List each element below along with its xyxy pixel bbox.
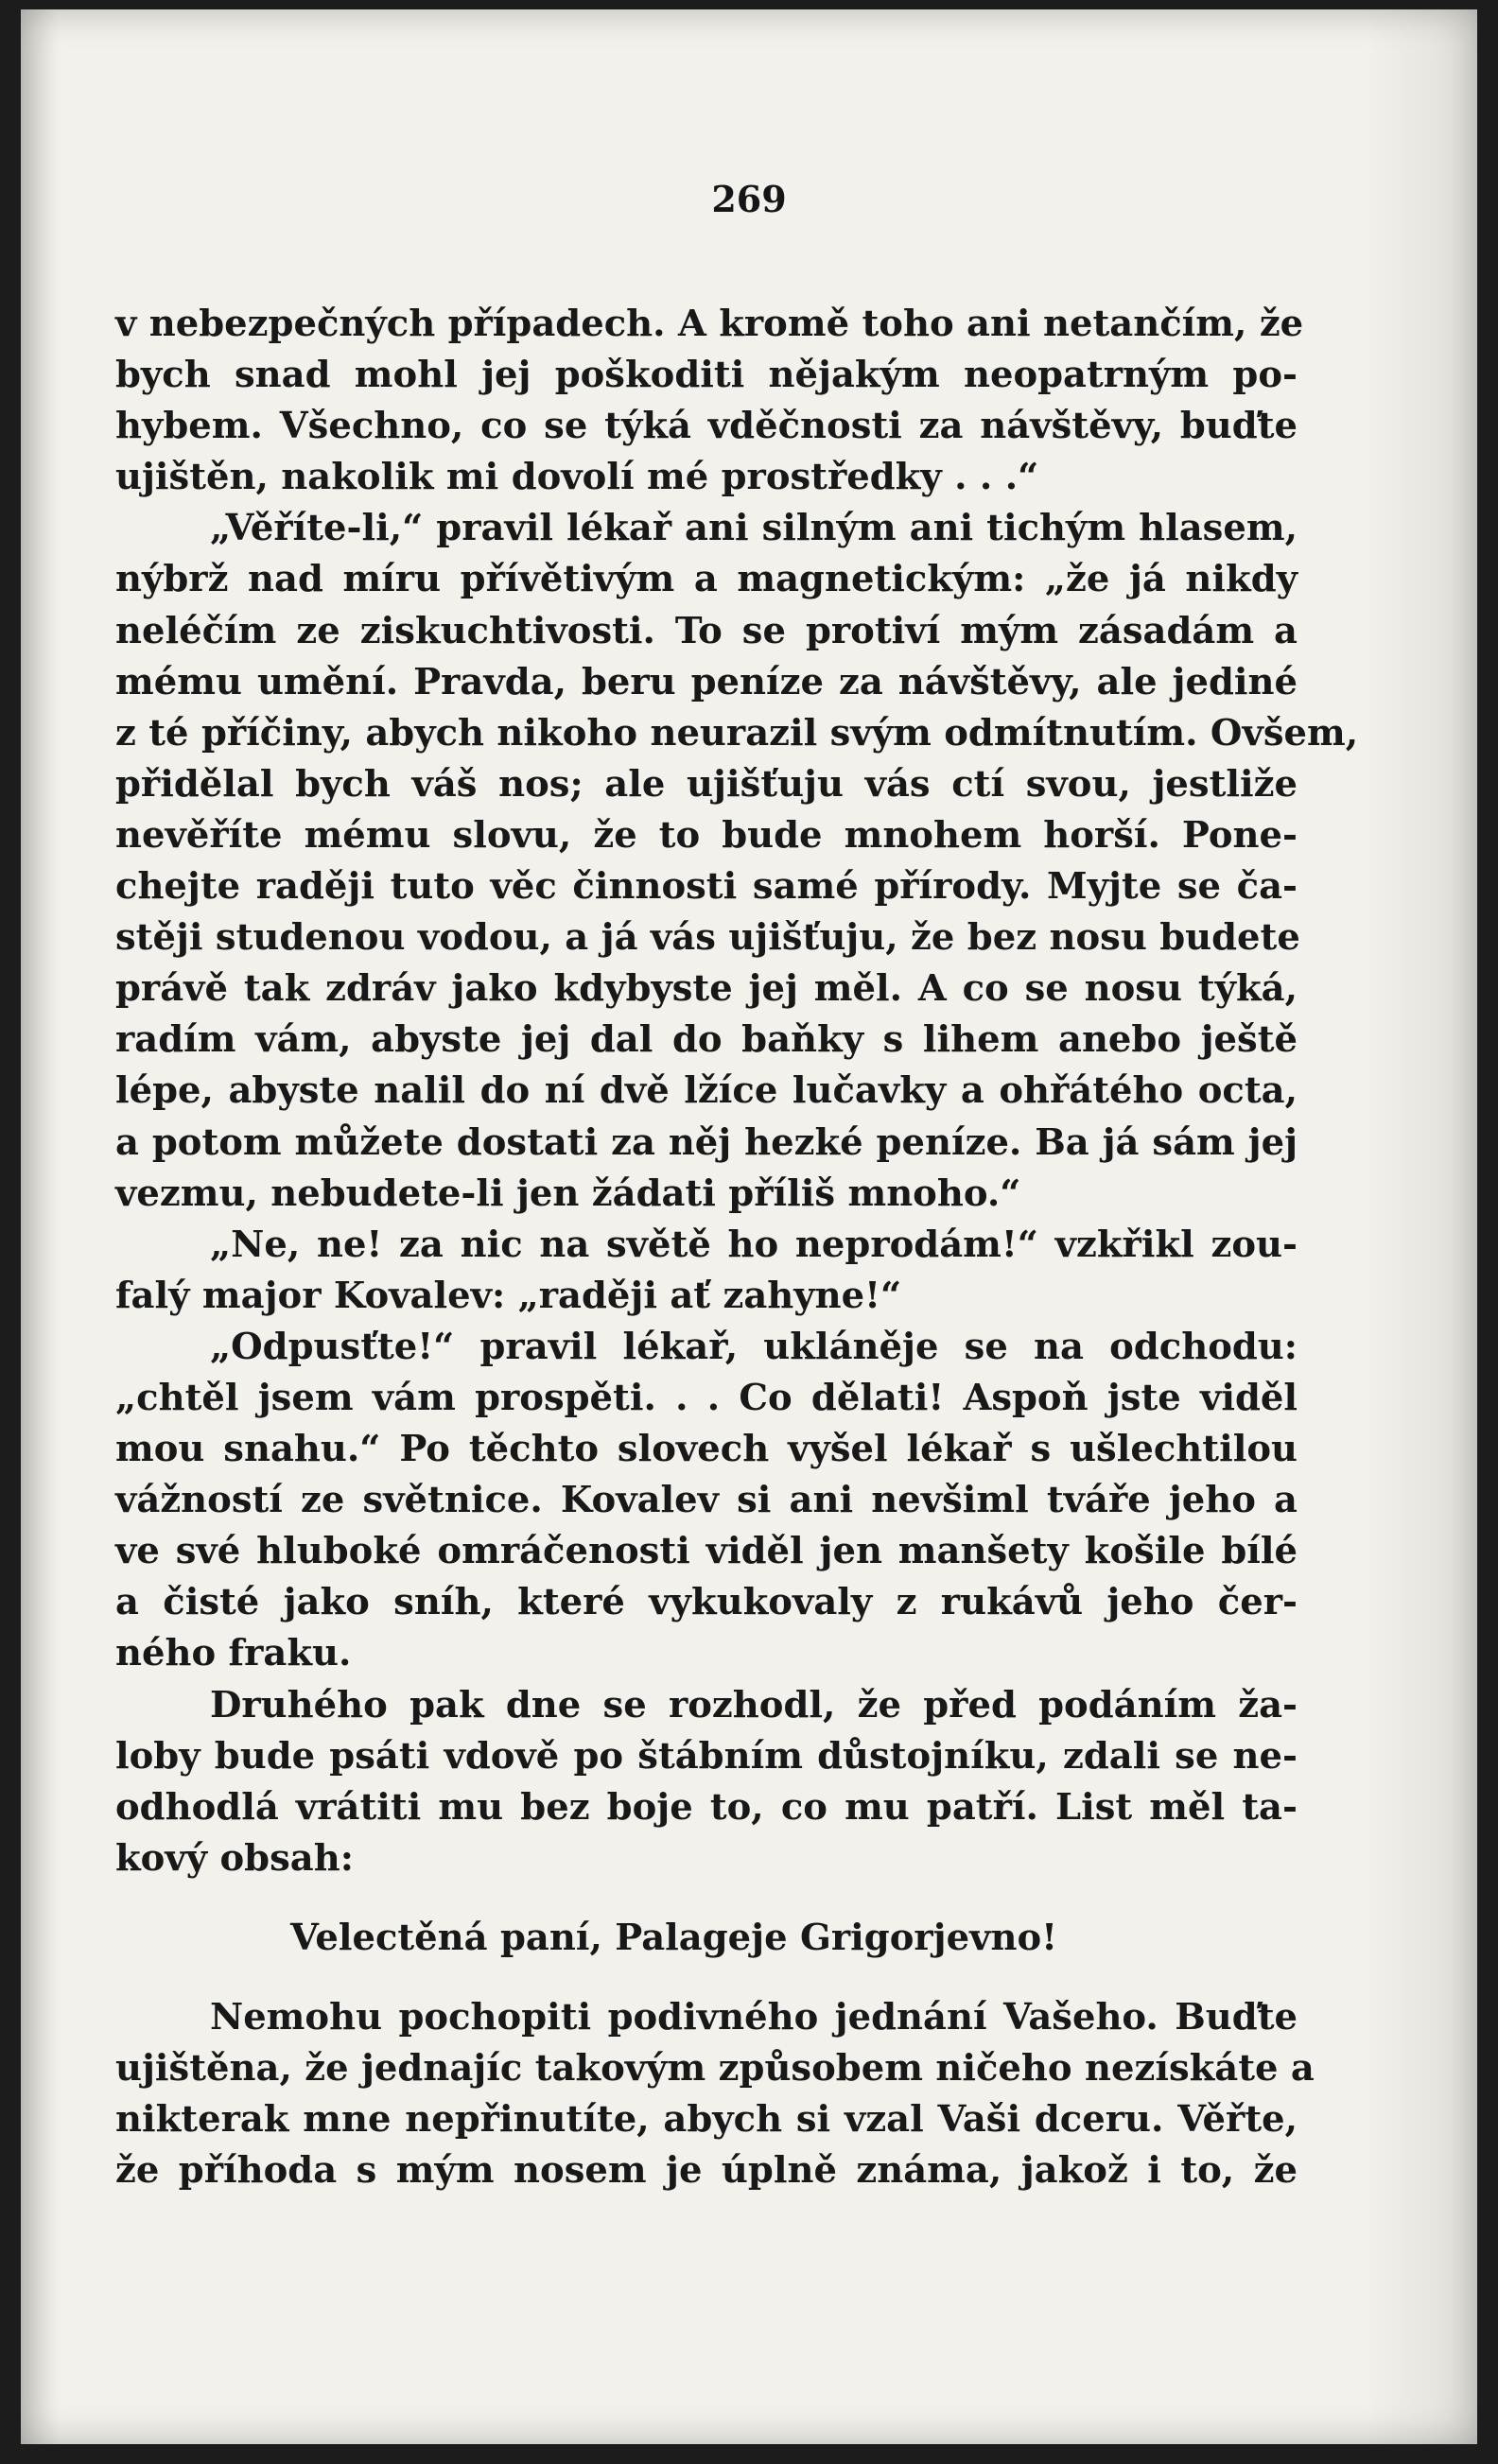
page-edge-shadow-left — [21, 9, 59, 2444]
spacer — [115, 1964, 1298, 1992]
letter-salutation: Velectěná paní, Palageje Grigorjevno! — [290, 1916, 1058, 1959]
text-line: vezmu, nebudete-li jen žádati příliš mnoho.“ — [115, 1171, 1021, 1215]
text-line: chejte raději tuto věc činnosti samé přírody. Myjte se ča- — [115, 865, 1298, 909]
body-text — [115, 299, 1359, 2196]
text-line: falý major Kovalev: „raději ať zahyne!“ — [115, 1274, 902, 1317]
text-line: „Ne, ne! za nic na světě ho neprodám!“ vzkřikl zou- — [210, 1223, 1298, 1266]
text-line: „chtěl jsem vám prospěti. . . Co dělati! Aspoň jste viděl — [115, 1376, 1298, 1419]
text-line: že příhoda s mým nosem je úplně známa, jakož i to, že — [115, 2149, 1298, 2193]
text-line: neléčím ze ziskuchtivosti. To se protiví mým zásadám a — [115, 609, 1298, 652]
text-line: a čisté jako sníh, které vykukovaly z rukávů jeho čer- — [115, 1581, 1298, 1624]
text-line: radím vám, abyste jej dal do baňky s lihem anebo ještě — [115, 1018, 1298, 1062]
text-line: ve své hluboké omráčenosti viděl jen manšety košile bílé — [115, 1530, 1298, 1573]
text-line: v nebezpečných případech. A kromě toho ani netančím, že — [115, 303, 1304, 345]
text-line: přidělal bych váš nos; ale ujišťuju vás ctí svou, jestliže — [115, 762, 1298, 806]
text-line: nikterak mne nepřinutíte, abych si vzal Vaši dceru. Věřte, — [115, 2098, 1298, 2142]
text-line: z té příčiny, abych nikoho neurazil svým odmítnutím. Ovšem, — [115, 711, 1359, 755]
text-line: „Odpusťte!“ pravil lékař, ukláněje se na odchodu: — [210, 1325, 1298, 1368]
text-line: Druhého pak dne se rozhodl, že před podáním ža- — [210, 1683, 1298, 1727]
text-line: hybem. Všechno, co se týká vděčnosti za návštěvy, buďte — [115, 405, 1298, 448]
text-line: kový obsah: — [115, 1836, 354, 1880]
page-edge-shadow-right — [1364, 9, 1477, 2444]
book-page — [21, 9, 1477, 2444]
text-line: nýbrž nad míru přívětivým a magnetickým: „že já nikdy — [115, 558, 1298, 601]
page-number: 269 — [711, 178, 787, 220]
text-line: lépe, abyste nalil do ní dvě lžíce lučavky a ohřátého octa, — [115, 1069, 1298, 1113]
text-line: Nemohu pochopiti podivného jednání Vašeho. Buďte — [210, 1996, 1298, 2039]
text-line: nevěříte mému slovu, že to bude mnohem horší. Pone- — [115, 813, 1298, 857]
spacer — [115, 1884, 1298, 1913]
text-line: loby bude psáti vdově po štábním důstojníku, zdali se ne- — [115, 1734, 1298, 1778]
text-line: stěji studenou vodou, a já vás ujišťuju, že bez nosu budete — [115, 916, 1300, 960]
text-line: ujištěn, nakolik mi dovolí mé prostředky . . .“ — [115, 456, 1039, 499]
text-line: právě tak zdráv jako kdybyste jej měl. A co se nosu týká, — [115, 967, 1298, 1011]
text-line: odhodlá vrátiti mu bez boje to, co mu patří. List měl ta- — [115, 1785, 1298, 1829]
text-line: mou snahu.“ Po těchto slovech vyšel lékař s ušlechtilou — [115, 1428, 1298, 1471]
text-line: bych snad mohl jej poškoditi nějakým neopatrným po- — [115, 354, 1298, 397]
text-line: ujištěna, že jednajíc takovým způsobem ničeho nezískáte a — [115, 2047, 1315, 2091]
text-line: mému umění. Pravda, beru peníze za návštěvy, ale jediné — [115, 660, 1298, 703]
text-line: vážností ze světnice. Kovalev si ani nevšiml tváře jeho a — [115, 1479, 1298, 1522]
text-line: ného fraku. — [115, 1632, 352, 1675]
text-line: a potom můžete dostati za něj hezké peníze. Ba já sám jej — [115, 1120, 1298, 1164]
text-line: „Věříte-li,“ pravil lékař ani silným ani tichým hlasem, — [210, 507, 1298, 550]
